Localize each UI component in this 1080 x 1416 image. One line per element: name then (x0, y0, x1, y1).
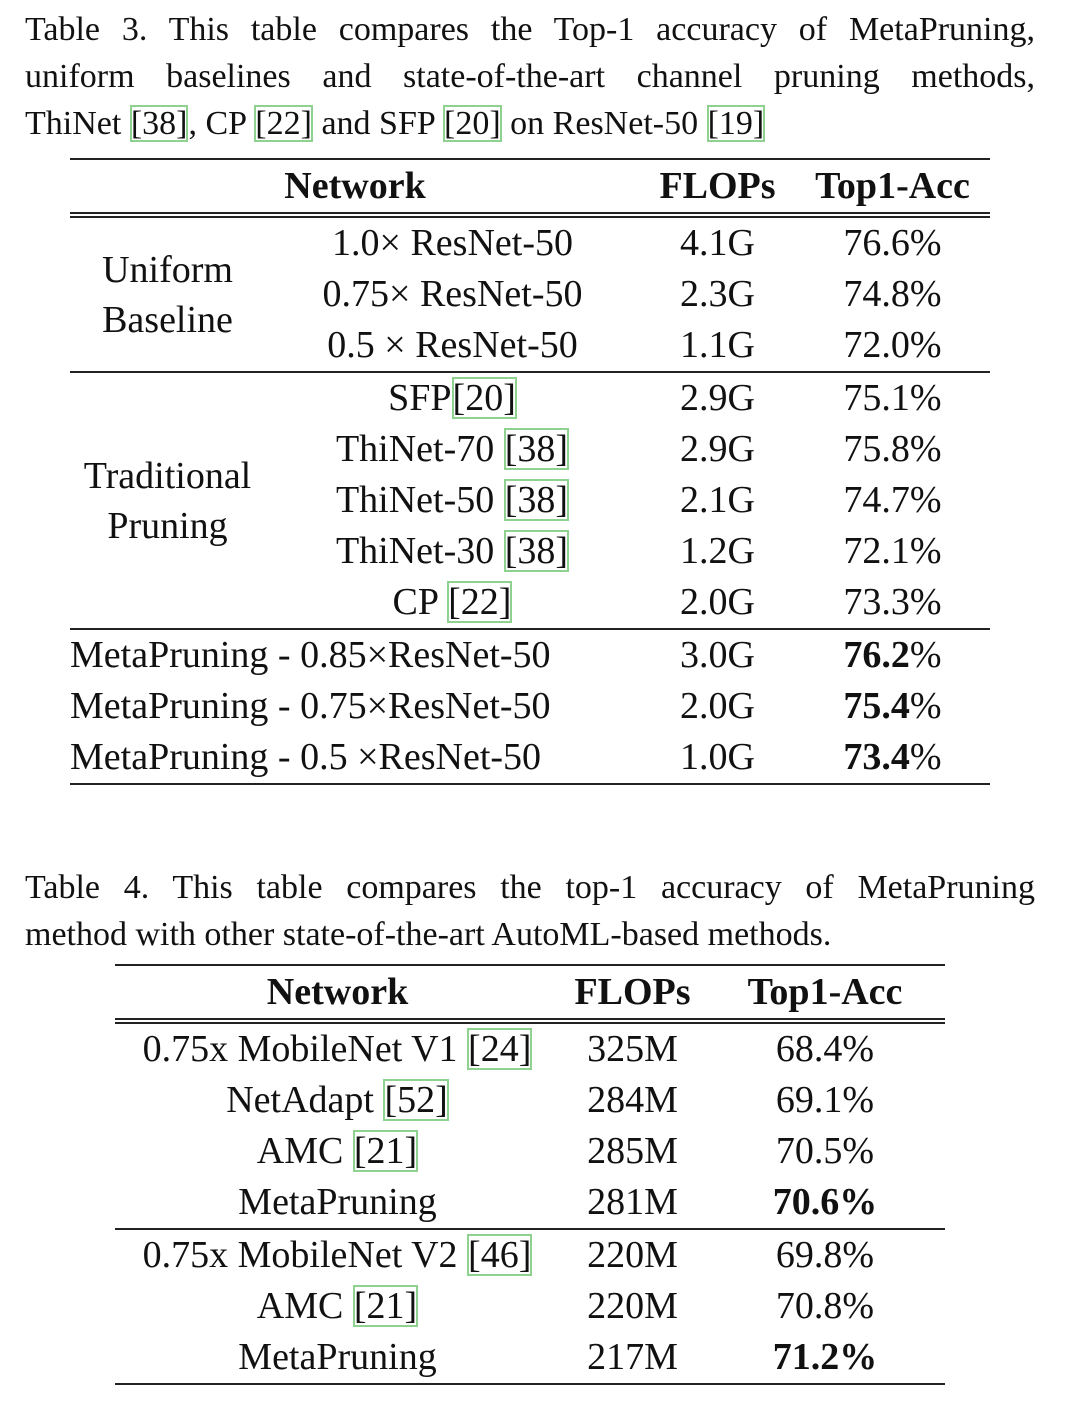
acc-cell: 76.2% (795, 629, 990, 681)
citation-link[interactable]: [20] (444, 105, 501, 142)
acc-cell: 75.4% (843, 685, 942, 727)
table-row (115, 1021, 945, 1075)
acc-cell: 69.1% (775, 1079, 875, 1121)
citation-link[interactable]: [38] (130, 105, 188, 142)
acc-cell: 75.1% (795, 372, 990, 424)
table-row (115, 1332, 945, 1384)
flops-cell: 325M (587, 1028, 678, 1070)
flops-cell: 2.0G (680, 685, 755, 727)
caption-text: and SFP (312, 105, 444, 142)
header-network: Network (70, 159, 640, 215)
acc-cell: 73.4% (795, 732, 990, 784)
header-acc: Top1-Acc (705, 965, 945, 1021)
table3-caption-line: Table 3. This table compares the Top-1 accuracy of MetaPruning, (25, 11, 1035, 48)
network-cell: ThiNet-30 [38] (335, 530, 569, 572)
citation-link[interactable]: [24] (468, 1028, 532, 1070)
flops-cell: 2.3G (680, 273, 755, 315)
table-row (115, 1075, 945, 1126)
network-cell: ThiNet-50 [38] (335, 479, 569, 521)
flops-cell: 220M (560, 1229, 705, 1281)
acc-cell: 72.0% (843, 324, 942, 366)
flops-cell: 1.0G (640, 732, 795, 784)
table4-caption (25, 864, 1035, 958)
header-acc: Top1-Acc (795, 159, 990, 215)
flops-cell: 1.2G (680, 530, 755, 572)
header-flops: FLOPs (640, 159, 795, 215)
acc-cell: 70.8% (775, 1285, 875, 1327)
network-cell: AMC [21] (256, 1285, 418, 1327)
citation-link[interactable]: [38] (504, 530, 569, 572)
table4-caption-line: method with other state-of-the-art AutoML-based methods. (25, 916, 832, 953)
network-cell: 0.75× ResNet-50 (322, 273, 583, 315)
caption-text: on ResNet-50 (501, 105, 707, 142)
network-cell: CP [22] (392, 581, 512, 623)
table-row (115, 1126, 945, 1177)
flops-cell: 3.0G (640, 629, 795, 681)
network-cell: NetAdapt [52] (226, 1079, 448, 1121)
network-cell: AMC [21] (256, 1130, 418, 1172)
citation-link[interactable]: [46] (468, 1234, 532, 1276)
table4-caption-line: Table 4. This table compares the top-1 accuracy of MetaPruning (25, 869, 1035, 906)
network-cell: MetaPruning (115, 1332, 560, 1384)
header-network: Network (115, 965, 560, 1021)
citation-link[interactable]: [52] (384, 1079, 448, 1121)
network-cell: MetaPruning - 0.75×ResNet-50 (70, 685, 551, 727)
acc-cell: 71.2% (705, 1332, 945, 1384)
acc-cell: 69.8% (705, 1229, 945, 1281)
table-row (115, 1177, 945, 1229)
citation-link[interactable]: [38] (504, 479, 569, 521)
citation-link[interactable]: [21] (353, 1130, 418, 1172)
table3-caption (25, 6, 1035, 147)
table-header-row (70, 159, 990, 215)
acc-cell: 75.8% (843, 428, 942, 470)
table-header-row (115, 965, 945, 1021)
flops-cell: 2.9G (640, 372, 795, 424)
network-cell: 0.5 × ResNet-50 (327, 324, 578, 366)
table-row (115, 1229, 945, 1281)
citation-link[interactable]: [22] (255, 105, 312, 142)
acc-cell: 73.3% (843, 581, 942, 623)
acc-cell: 74.7% (843, 479, 942, 521)
table3-caption-line (25, 100, 1035, 147)
caption-text: ThiNet (25, 105, 130, 142)
acc-cell: 72.1% (843, 530, 942, 572)
acc-cell: 68.4% (775, 1028, 875, 1070)
table-row (115, 1281, 945, 1332)
network-cell: SFP[20] (265, 372, 640, 424)
network-cell: 0.75x MobileNet V2 [46] (115, 1229, 560, 1281)
network-cell: ThiNet-70 [38] (335, 428, 569, 470)
group-label-uniform: Uniform Baseline (102, 248, 233, 341)
table-row (70, 732, 990, 784)
network-cell: MetaPruning - 0.85×ResNet-50 (70, 629, 640, 681)
table3-caption-line: uniform baselines and state-of-the-art channel pruning methods, (25, 58, 1035, 95)
flops-cell: 217M (560, 1332, 705, 1384)
network-cell: 0.75x MobileNet V1 [24] (142, 1028, 532, 1070)
table-row (70, 372, 990, 424)
flops-cell: 4.1G (680, 222, 755, 264)
flops-cell: 220M (587, 1285, 678, 1327)
flops-cell: 2.0G (680, 581, 755, 623)
citation-link[interactable]: [19] (707, 105, 765, 142)
table-row (70, 629, 990, 681)
citation-link[interactable]: [38] (504, 428, 569, 470)
acc-cell: 70.6% (772, 1181, 878, 1223)
table-row (70, 681, 990, 732)
acc-cell: 76.6% (843, 222, 942, 264)
acc-cell: 70.5% (775, 1130, 875, 1172)
acc-cell: 74.8% (843, 273, 942, 315)
network-cell: 1.0× ResNet-50 (332, 222, 573, 264)
flops-cell: 2.1G (680, 479, 755, 521)
header-flops: FLOPs (560, 965, 705, 1021)
flops-cell: 284M (587, 1079, 678, 1121)
flops-cell: 285M (587, 1130, 678, 1172)
citation-link[interactable]: [21] (353, 1285, 418, 1327)
flops-cell: 1.1G (680, 324, 755, 366)
table-row (70, 215, 990, 269)
flops-cell: 2.9G (680, 428, 755, 470)
table4 (115, 964, 945, 1385)
citation-link[interactable]: [22] (448, 581, 512, 623)
table3 (70, 158, 990, 785)
network-cell: MetaPruning (238, 1181, 437, 1223)
citation-link[interactable]: [20] (452, 377, 516, 419)
caption-text: , CP (188, 105, 255, 142)
network-cell: MetaPruning - 0.5 ×ResNet-50 (70, 732, 640, 784)
flops-cell: 281M (587, 1181, 678, 1223)
group-label-traditional: Traditional Pruning (70, 372, 265, 629)
